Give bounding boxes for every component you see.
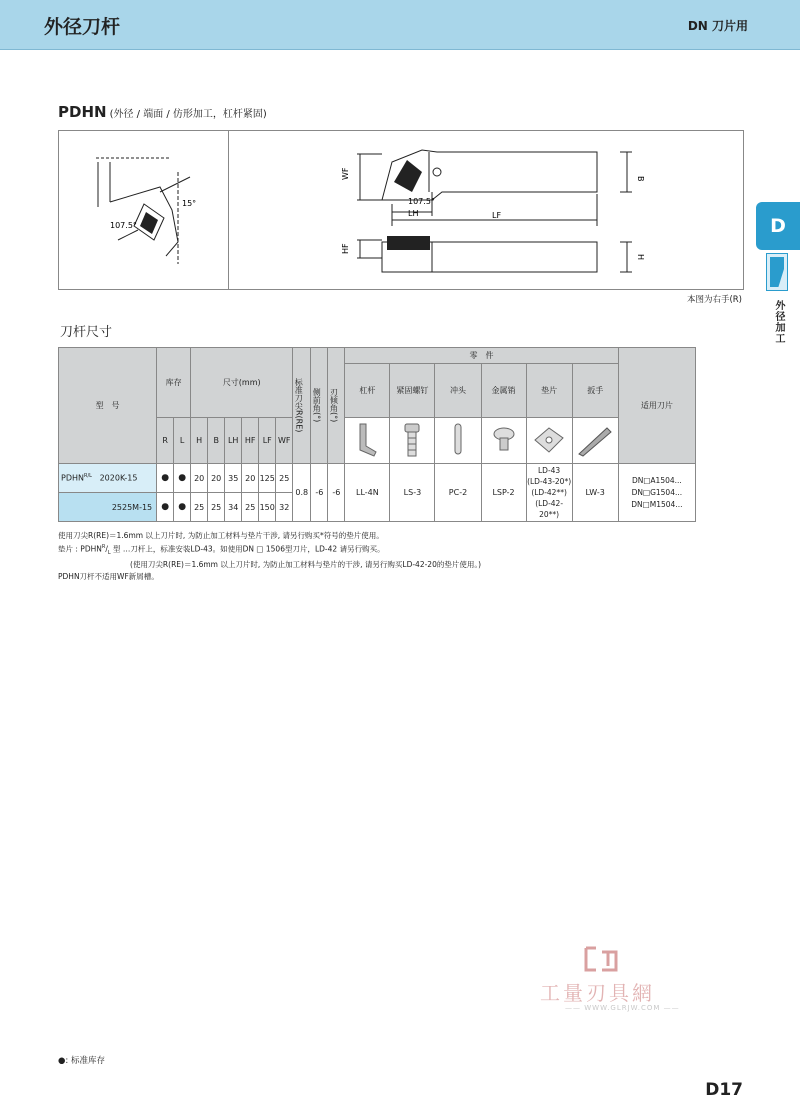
insert-codes: DN□A1504... DN□G1504... DN□M1504... (618, 464, 695, 522)
part-wrench-label: 扳手 (572, 364, 618, 418)
sub-wf: WF (276, 418, 293, 464)
header-parts: 零 件 (345, 348, 618, 364)
note-2: 垫片 : $PDHN^R/_L$ 型 …刀杆上，标准安装LD-43。如使用DN □ 1506型刀片，LD-42 请另行购买。 (58, 543, 385, 556)
stock-r: ● (157, 493, 174, 522)
section-title: 刀杆尺寸 (60, 325, 113, 340)
external-turning-icon (766, 253, 788, 291)
insert-top-view (394, 160, 422, 192)
dim-lh-value: 34 (225, 493, 242, 522)
header-applicable-insert: 适用刀片 (618, 348, 695, 464)
dim-hf-value: 25 (242, 493, 259, 522)
screw-hole-icon (433, 168, 441, 176)
rake-value: -6 (311, 464, 328, 522)
sub-lh: LH (225, 418, 242, 464)
dim-hf-value: 20 (242, 464, 259, 493)
sub-lf: LF (259, 418, 276, 464)
dim-wf-value: 25 (276, 464, 293, 493)
dim-lf: LF (492, 211, 502, 220)
dim-lf-value: 125 (259, 464, 276, 493)
shim-part-image (526, 418, 572, 464)
stock-l: ● (174, 464, 191, 493)
lever-part-image (345, 418, 390, 464)
model-subtitle: (外径 / 端面 / 仿形加工，杠杆紧固) (109, 109, 267, 120)
stock-legend: ●: 标准库存 (58, 1056, 105, 1066)
spec-table (58, 347, 696, 522)
dim-h: H (636, 254, 645, 261)
section-tab-label: 外径加工 (773, 300, 784, 344)
angle-main: 107.5° (408, 197, 435, 206)
note-3: (使用刀尖R(RE)＝1.6mm 以上刀片时, 为防止加工材料与垫片的干涉, 请另行购买LD-42-20的垫片使用。) (130, 560, 482, 569)
model-name: PDHN (58, 103, 107, 121)
watermark-url: —— WWW.GLRJW.COM —— (565, 1004, 680, 1012)
dim-wf: WF (341, 167, 350, 180)
angle-leader (160, 177, 190, 192)
incl-value: -6 (328, 464, 345, 522)
part-pin-label: 金属销 (481, 364, 526, 418)
re-value: 0.8 (293, 464, 311, 522)
header-inclination-angle: 刃倾角(°) (328, 348, 345, 464)
screw-part-image (390, 418, 435, 464)
sub-l: L (174, 418, 191, 464)
watermark-text: 工量刃具網 (540, 981, 655, 1005)
note-1: 使用刀尖R(RE)＝1.6mm 以上刀片时, 为防止加工材料与垫片干涉, 请另行购买*符号的垫片使用。 (58, 531, 384, 540)
punch-part-image (435, 418, 481, 464)
lever-code: LL-4N (345, 464, 390, 522)
angle-leader-2 (118, 230, 138, 240)
model-code: 2020K-15 (99, 473, 138, 483)
sub-r: R (157, 418, 174, 464)
watermark-logo (582, 944, 622, 974)
shim-codes: LD-43 (LD-43-20*) (LD-42**) (LD-42-20**) (526, 464, 572, 522)
header-stock: 库存 (157, 348, 191, 418)
dim-lh-value: 35 (225, 464, 242, 493)
stock-l: ● (174, 493, 191, 522)
insert-type-label: DN 刀片用 (687, 19, 748, 33)
right-hand-note: 本图为右手(R) (686, 295, 742, 305)
note-4: PDHN刀杆不适用WF新屑槽。 (58, 571, 159, 581)
header-rake-angle: 侧前角(°) (311, 348, 328, 464)
pin-part-image (481, 418, 526, 464)
dim-b-value: 20 (208, 464, 225, 493)
diagram-divider (228, 130, 229, 290)
model-prefix: PDHN (61, 473, 84, 483)
angle-107: 107.5° (110, 221, 137, 230)
header-model: 型 号 (59, 348, 157, 464)
insert-side-view (387, 236, 430, 250)
section-tab-d[interactable]: D (756, 202, 800, 250)
model-row-2: 2525M-15 (59, 493, 157, 522)
header-dimensions: 尺寸(mm) (191, 348, 293, 418)
holder-drawing (232, 132, 742, 288)
dim-lh: LH (408, 209, 419, 218)
sub-hf: HF (242, 418, 259, 464)
dim-h-value: 20 (191, 464, 208, 493)
table-notes (58, 530, 481, 582)
detail-drawing (60, 132, 226, 288)
part-punch-label: 冲头 (435, 364, 481, 418)
sub-h: H (191, 418, 208, 464)
part-lever-label: 杠杆 (345, 364, 390, 418)
wrench-part-image (572, 418, 618, 464)
wrench-code: LW-3 (572, 464, 618, 522)
punch-code: PC-2 (435, 464, 481, 522)
angle-15: 15° (182, 199, 197, 208)
dim-h-value: 25 (191, 493, 208, 522)
dim-b: B (636, 176, 645, 182)
dim-lf-value: 150 (259, 493, 276, 522)
pin-code: LSP-2 (481, 464, 526, 522)
page-title: 外径刀杆 (44, 16, 121, 38)
dim-hf: HF (341, 243, 350, 254)
part-screw-label: 紧固螺钉 (390, 364, 435, 418)
sub-b: B (208, 418, 225, 464)
stock-r: ● (157, 464, 174, 493)
screw-code: LS-3 (390, 464, 435, 522)
model-title (58, 103, 267, 121)
model-hand: R/L (83, 473, 92, 480)
model-row-1 (59, 464, 157, 493)
dim-b-value: 25 (208, 493, 225, 522)
page-number: D17 (705, 1080, 743, 1100)
header-corner-radius: 标准刀尖R(RE) (293, 348, 311, 464)
dim-wf-value: 32 (276, 493, 293, 522)
part-shim-label: 垫片 (526, 364, 572, 418)
